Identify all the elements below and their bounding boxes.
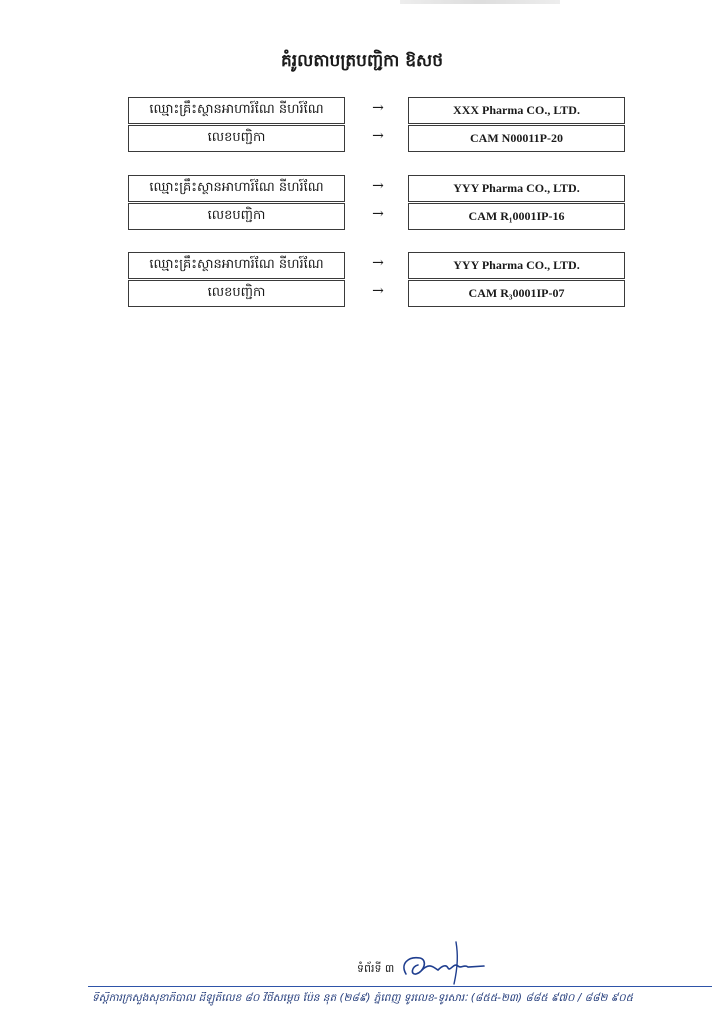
registration-block-1 — [128, 97, 626, 153]
registration-block-2 — [128, 175, 626, 231]
arrow-icon: → — [372, 206, 384, 222]
arrow-icon: → — [372, 128, 384, 144]
footer-divider — [88, 986, 712, 987]
registration-number-box: CAM R₁0001IP-16 — [408, 203, 625, 230]
scan-edge-mark — [400, 0, 560, 4]
page-title: គំរូលតាបត្របញ្ជិកា ឱសថ — [280, 51, 444, 71]
arrow-icon: → — [372, 255, 384, 271]
name-row — [128, 175, 626, 202]
name-row — [128, 97, 626, 124]
name-label-box: ឈ្មោះគ្រឹះស្ថានអាហារ៍ណែ នីហរ៍ណែ — [128, 175, 345, 202]
registration-number-box: CAM R₃0001IP-07 — [408, 280, 625, 307]
registration-block-3 — [128, 252, 626, 308]
footer-address: ទីស្តីការក្រសួងសុខាភិបាល ដីឡូតិ៍លេខ ៨០ វិថីសម្តេច ប៉ែន នុត (២៨៩) ភ្នំពេញ ទូរលេខ-ទូរសារៈ (៨៥៥-២៣) ៨៨៥ ៩៧០ / ៨៨២ ៩០៥ — [92, 992, 634, 1004]
arrow-icon: → — [372, 283, 384, 299]
name-row — [128, 252, 626, 279]
number-label-box: លេខបញ្ជិកា — [128, 203, 345, 230]
number-row — [128, 203, 626, 230]
name-label-box: ឈ្មោះគ្រឹះស្ថានអាហារ៍ណែ នីហរ៍ណែ — [128, 97, 345, 124]
company-name-box: YYY Pharma CO., LTD. — [408, 175, 625, 202]
number-label-box: លេខបញ្ជិកា — [128, 280, 345, 307]
company-name-box: XXX Pharma CO., LTD. — [408, 97, 625, 124]
registration-number-box: CAM N00011P-20 — [408, 125, 625, 152]
signature-mark — [398, 940, 490, 986]
number-label-box: លេខបញ្ជិកា — [128, 125, 345, 152]
name-label-box: ឈ្មោះគ្រឹះស្ថានអាហារ៍ណែ នីហរ៍ណែ — [128, 252, 345, 279]
arrow-icon: → — [372, 178, 384, 194]
page-number: ទំព័រទី ៣ — [357, 962, 395, 975]
number-row — [128, 280, 626, 307]
number-row — [128, 125, 626, 152]
company-name-box: YYY Pharma CO., LTD. — [408, 252, 625, 279]
arrow-icon: → — [372, 100, 384, 116]
